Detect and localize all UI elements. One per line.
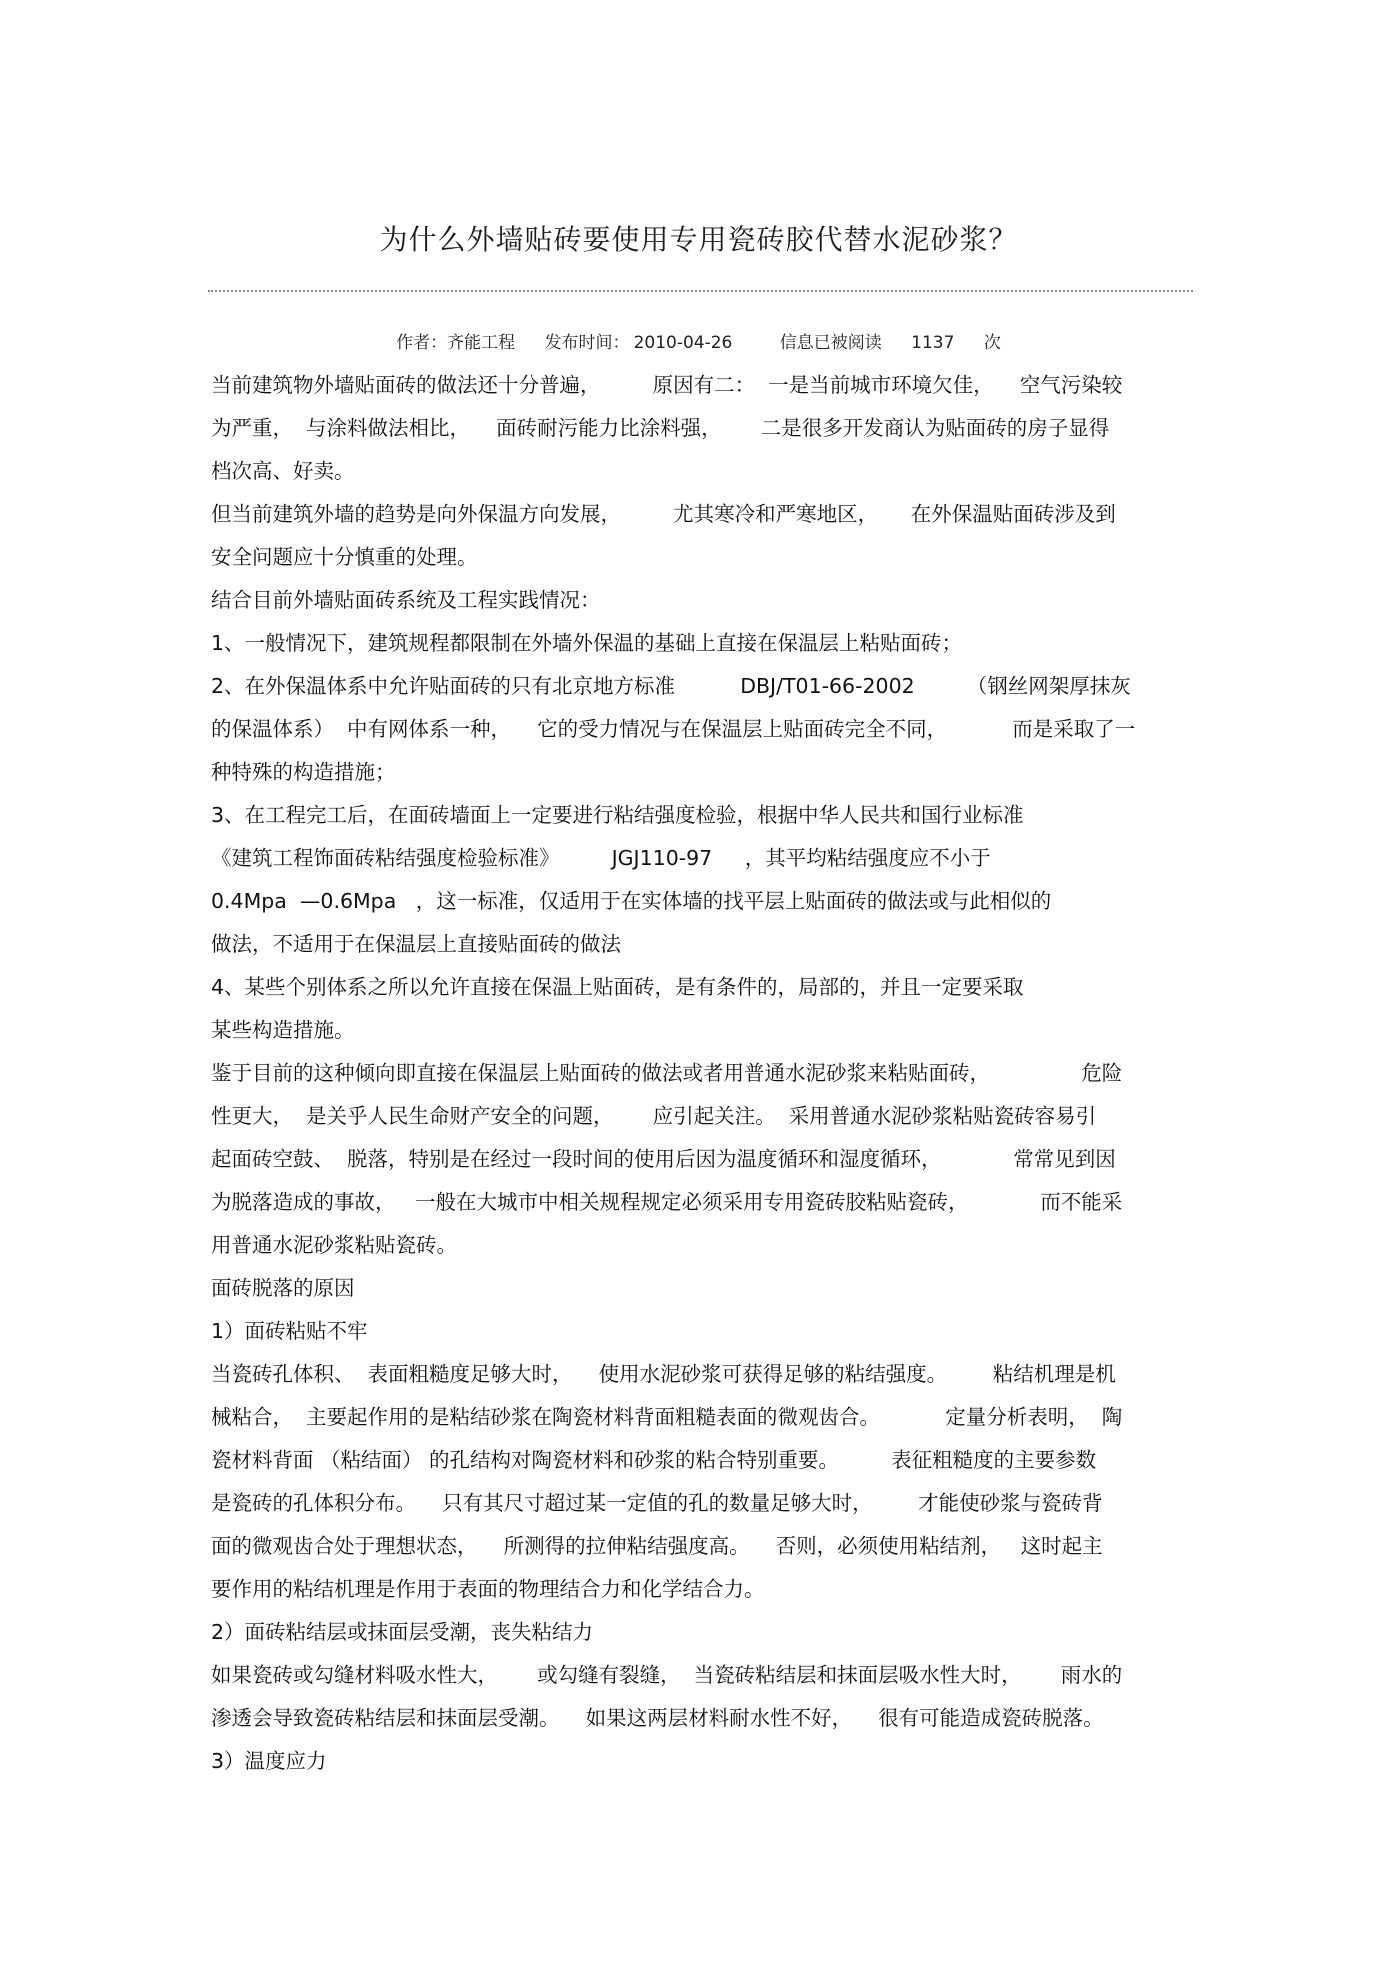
body-line: 瓷材料背面 （粘结面） 的孔结构对陶瓷材料和砂浆的粘合特别重要。 表征粗糙度的主要参数 <box>211 1448 1097 1472</box>
page-title: 为什么外墙贴砖要使用专用瓷砖胶代替水泥砂浆？ <box>379 223 1018 256</box>
read-unit: 次 <box>983 333 1001 353</box>
body-line: 3）温度应力 <box>211 1749 327 1773</box>
body-line: 当瓷砖孔体积、 表面粗糙度足够大时， 使用水泥砂浆可获得足够的粘结强度。 粘结机理是机 <box>211 1362 1116 1386</box>
body-line: 1、一般情况下，建筑规程都限制在外墙外保温的基础上直接在保温层上粘贴面砖； <box>211 631 963 655</box>
body-line: 2）面砖粘结层或抹面层受潮，丧失粘结力 <box>211 1620 594 1644</box>
body-line: 为脱落造成的事故， 一般在大城市中相关规程规定必须采用专用瓷砖胶粘贴瓷砖， 而不能采 <box>211 1190 1123 1214</box>
published-date: 2010-04-26 <box>633 333 733 353</box>
body-line: 档次高、好卖。 <box>211 459 355 483</box>
body-line: 2、在外保温体系中允许贴面砖的只有北京地方标准 DBJ/T01-66-2002 （钢丝网架厚抹灰 <box>211 674 1131 698</box>
body-line: 性更大， 是关乎人民生命财产安全的问题， 应引起关注。 采用普通水泥砂浆粘贴瓷砖容易引 <box>211 1104 1097 1128</box>
body-line: 1）面砖粘贴不牢 <box>211 1319 368 1343</box>
read-label: 信息已被阅读 <box>779 333 882 353</box>
body-line: 面的微观齿合处于理想状态， 所测得的拉伸粘结强度高。 否则，必须使用粘结剂， 这时起主 <box>211 1534 1103 1558</box>
article-meta <box>210 328 1187 353</box>
author-text: 作者：齐能工程 <box>396 333 516 353</box>
body-line: 起面砖空鼓、 脱落，特别是在经过一段时间的使用后因为温度循环和湿度循环， 常常见到因 <box>211 1147 1116 1171</box>
body-line: 某些构造措施。 <box>211 1018 355 1042</box>
body-line: 4、某些个别体系之所以允许直接在保温上贴面砖，是有条件的，局部的，并且一定要采取 <box>211 975 1024 999</box>
body-line: 要作用的粘结机理是作用于表面的物理结合力和化学结合力。 <box>211 1577 765 1601</box>
body-line: 的保温体系） 中有网体系一种， 它的受力情况与在保温层上贴面砖完全不同， 而是采取了一 <box>211 717 1136 741</box>
body-line: 3、在工程完工后，在面砖墙面上一定要进行粘结强度检验，根据中华人民共和国行业标准 <box>211 803 1024 827</box>
body-line: 为严重， 与涂料做法相比， 面砖耐污能力比涂料强， 二是很多开发商认为贴面砖的房子显得 <box>211 416 1110 440</box>
body-line: 做法，不适用于在保温层上直接贴面砖的做法 <box>211 932 621 956</box>
body-line: 结合目前外墙贴面砖系统及工程实践情况： <box>211 588 601 612</box>
body-line: 安全问题应十分慎重的处理。 <box>211 545 478 569</box>
body-line: 是瓷砖的孔体积分布。 只有其尺寸超过某一定值的孔的数量足够大时， 才能使砂浆与瓷砖背 <box>211 1491 1103 1515</box>
body-line: 渗透会导致瓷砖粘结层和抹面层受潮。 如果这两层材料耐水性不好， 很有可能造成瓷砖脱落。 <box>211 1706 1104 1730</box>
body-line: 种特殊的构造措施； <box>211 760 396 784</box>
article-body <box>211 364 1196 1783</box>
body-line: 但当前建筑外墙的趋势是向外保温方向发展， 尤其寒冷和严寒地区， 在外保温贴面砖涉及到 <box>211 502 1116 526</box>
body-line: 用普通水泥砂浆粘贴瓷砖。 <box>211 1233 457 1257</box>
read-count: 1137 <box>911 333 955 353</box>
body-line: 0.4Mpa —0.6Mpa ，这一标准，仅适用于在实体墙的找平层上贴面砖的做法或与此相似的 <box>211 889 1052 913</box>
body-line: 当前建筑物外墙贴面砖的做法还十分普遍， 原因有二： 一是当前城市环境欠佳， 空气污染较 <box>211 373 1123 397</box>
body-line: 鉴于目前的这种倾向即直接在保温层上贴面砖的做法或者用普通水泥砂浆来粘贴面砖， 危险 <box>211 1061 1123 1085</box>
published-label: 发布时间： <box>544 333 630 353</box>
body-line: 面砖脱落的原因 <box>211 1276 355 1300</box>
body-line: 械粘合， 主要起作用的是粘结砂浆在陶瓷材料背面粗糙表面的微观齿合。 定量分析表明， 陶 <box>211 1405 1123 1429</box>
body-line: 如果瓷砖或勾缝材料吸水性大， 或勾缝有裂缝， 当瓷砖粘结层和抹面层吸水性大时， 雨水的 <box>211 1663 1123 1687</box>
body-line: 《建筑工程饰面砖粘结强度检验标准》 JGJ110-97 ，其平均粘结强度应不小于 <box>211 846 991 870</box>
dotted-divider <box>208 290 1193 292</box>
